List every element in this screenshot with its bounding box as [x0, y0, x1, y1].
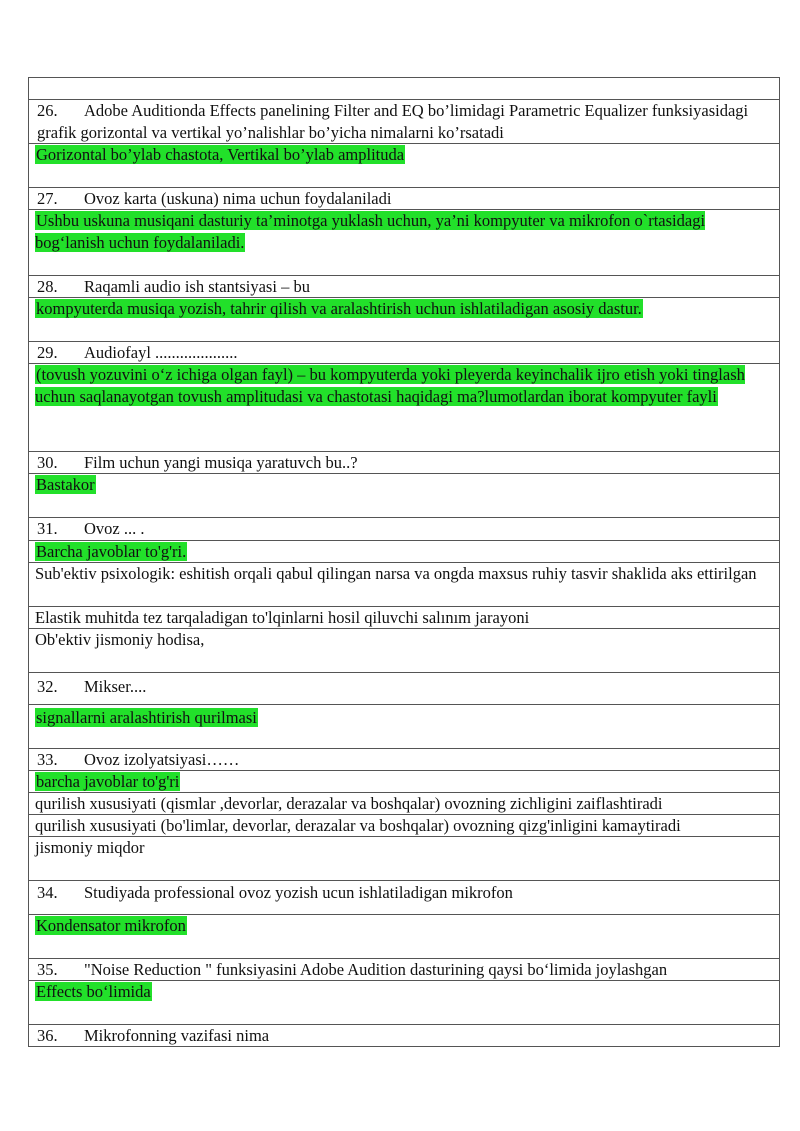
correct-answer: signallarni aralashtirish qurilmasi	[36, 708, 257, 727]
question-number: 33.	[37, 750, 58, 769]
question-text: Ovoz izolyatsiyasi……	[84, 750, 240, 769]
question-number: 35.	[37, 960, 58, 979]
option-text: qurilish xususiyati (qismlar ,devorlar, derazalar va boshqalar) ovozning zichligini zaiflashtiradi	[35, 794, 663, 813]
option-row	[28, 837, 780, 881]
question-row	[28, 1025, 780, 1047]
answer-row	[28, 981, 780, 1025]
question-number: 26.	[37, 101, 58, 120]
option-text: Sub'ektiv psixologik: eshitish orqali qabul qilingan narsa va ongda maxsus ruhiy tasvir shaklida aks ettirilgan	[35, 564, 757, 583]
correct-answer: Kondensator mikrofon	[36, 916, 186, 935]
question-text: Mikrofonning vazifasi nima	[84, 1026, 270, 1045]
correct-answer: (tovush yozuvini o‘z ichiga olgan fayl) – bu kompyuterda yoki pleyerda keyinchalik ijro etish yoki tinglash uchun saqlanayotgan tovush amplitudasi va chastotasi haqidagi ma?lumotlardan iborat kompyuter fayli	[35, 365, 745, 406]
question-text: Raqamli audio ish stantsiyasi – bu	[84, 277, 310, 296]
question-number: 28.	[37, 277, 58, 296]
question-number: 36.	[37, 1026, 58, 1045]
question-row	[28, 276, 780, 298]
answer-row	[28, 915, 780, 959]
answer-row	[28, 705, 780, 749]
question-row	[28, 749, 780, 771]
question-text: Ovoz karta (uskuna) nima uchun foydalaniladi	[84, 189, 392, 208]
option-text: Ob'ektiv jismoniy hodisa,	[35, 630, 205, 649]
question-text: Studiyada professional ovoz yozish ucun ishlatiladigan mikrofon	[84, 883, 513, 902]
question-row	[28, 342, 780, 364]
answer-row	[28, 144, 780, 188]
correct-answer: Bastakor	[36, 475, 95, 494]
option-row	[28, 563, 780, 607]
question-number: 31.	[37, 519, 58, 538]
option-row	[28, 607, 780, 629]
correct-answer: Gorizontal bo’ylab chastota, Vertikal bo’ylab amplituda	[36, 145, 405, 164]
question-text: Film uchun yangi musiqa yaratuvch bu..?	[84, 453, 358, 472]
question-row	[28, 959, 780, 981]
question-row	[28, 100, 780, 144]
option-text: jismoniy miqdor	[35, 838, 145, 857]
question-text: Ovoz ... .	[84, 519, 145, 538]
question-row	[28, 188, 780, 210]
answer-row	[28, 541, 780, 563]
question-row	[28, 518, 780, 541]
correct-answer: Barcha javoblar to'g'ri.	[36, 542, 187, 561]
option-text: Elastik muhitda tez tarqaladigan to'lqinlarni hosil qiluvchi salınım jarayoni	[35, 608, 530, 627]
option-row	[28, 793, 780, 815]
question-text: Mikser....	[84, 677, 147, 696]
question-number: 32.	[37, 677, 58, 696]
question-row	[28, 673, 780, 705]
correct-answer: kompyuterda musiqa yozish, tahrir qilish va aralashtirish uchun ishlatiladigan asosiy dastur.	[36, 299, 642, 318]
question-text: Audiofayl ....................	[84, 343, 238, 362]
answer-row	[28, 771, 780, 793]
empty-top-row	[28, 77, 780, 100]
question-number: 27.	[37, 189, 58, 208]
correct-answer: Ushbu uskuna musiqani dasturiy ta’minotga yuklash uchun, ya’ni kompyuter va mikrofon o`rtasidagi bog‘lanish uchun foydalaniladi.	[35, 211, 706, 252]
question-number: 29.	[37, 343, 58, 362]
question-number: 30.	[37, 453, 58, 472]
question-row	[28, 452, 780, 474]
correct-answer: Effects bo‘limida	[36, 982, 151, 1001]
answer-row	[28, 474, 780, 518]
answer-row	[28, 210, 780, 276]
question-table	[28, 77, 780, 1047]
question-row	[28, 881, 780, 915]
option-row	[28, 815, 780, 837]
answer-row	[28, 298, 780, 342]
question-text: Adobe Auditionda Effects panelining Filter and EQ bo’limidagi Parametric Equalizer funksiyasidagi grafik gorizontal va vertikal yo’nalishlar bo’yicha nimalarni ko’rsatadi	[37, 101, 749, 142]
question-text: "Noise Reduction " funksiyasini Adobe Audition dasturining qaysi bo‘limida joylashgan	[84, 960, 668, 979]
question-number: 34.	[37, 883, 58, 902]
correct-answer: barcha javoblar to'g'ri	[36, 772, 180, 791]
answer-row	[28, 364, 780, 452]
option-text: qurilish xususiyati (bo'limlar, devorlar, derazalar va boshqalar) ovozning qizg'inligini kamaytiradi	[35, 816, 681, 835]
option-row	[28, 629, 780, 673]
